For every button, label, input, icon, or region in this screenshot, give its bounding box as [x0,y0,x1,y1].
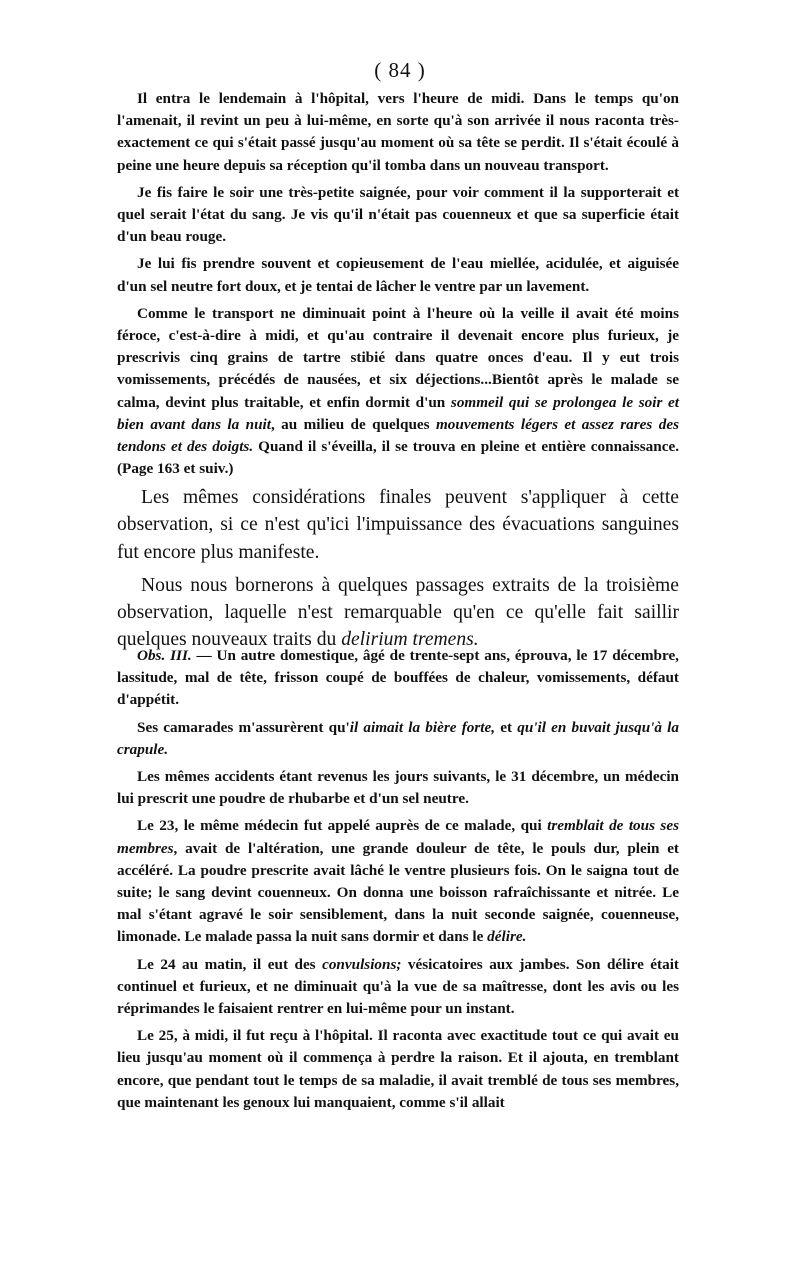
text-run: Le 25, à midi, il fut reçu à l'hôpital. Il raconta avec exactitude tout ce qui avait eu lieu jusqu'au moment où il commença à perdre la raison. Et il ajouta, en tremblant encore, que pendant tout le temps de sa maladie, il avait tremblé de tous ses membres, que maintenant les genoux lui manquaient, comme s'il allait [117,1027,679,1111]
quote-paragraph [117,88,679,177]
italic-text: délire. [487,928,527,946]
italic-text: Obs. III. [137,647,192,664]
text-run: Quand il s'éveilla, il se trouva en pleine et entière connaissance. (Page 163 et suiv.) [117,438,679,478]
commentary-paragraph [117,484,679,566]
page-number: ( 84 ) [374,58,426,82]
quoted-observation [117,88,679,485]
observation-paragraph [117,766,679,810]
text-run: Je fis faire le soir une très-petite saignée, pour voir comment il la supporterait et quel serait l'état du sang. Je vis qu'il n'était pas couenneux et que sa superficie était d'un beau rouge. [117,183,679,246]
text-run: Comme le transport ne diminuait point à l'heure où la veille il avait été moins féroce, c'est-à-dire à midi, et qu'au contraire il devenait encore plus furieux, je prescrivis cinq grains de tartre stibié dans quatre onces d'eau. Il y eut trois vomissements, précédés de nausées, et six déjections...Bientôt après le malade se calma, devint plus traitable, et enfin dormit d'un [117,304,679,411]
commentary-paragraph [117,572,679,654]
observation-paragraph [117,645,679,712]
italic-text: sommeil qui se prolongea le soir et bien avant dans la nuit [117,393,679,433]
text-run: , au milieu de quelques [270,415,436,433]
text-run: — Un autre domestique, âgé de trente-sept ans, éprouva, le 17 décembre, lassitude, mal de tête, frisson coupé de bouffées de chaleur, vomissements, défaut d'appétit. [117,647,679,709]
italic-text: qu'il en buvait jusqu'à la crapule. [117,718,679,758]
text-run: Nous nous bornerons à quelques passages extraits de la troisième observation, laquelle n'est remarquable qu'en ce qu'elle fait saillir quelques nouveaux traits du [117,574,679,651]
observation-paragraph [117,954,679,1021]
quote-paragraph [117,303,679,481]
text-run: vésicatoires aux jambes. Son délire était continuel et furieux, et ne diminuait qu'à la vue de sa maîtresse, dont les avis ou les réprimandes le faisaient rentrer en lui-même pour un instant. [117,955,679,1018]
quote-paragraph [117,253,679,297]
observation-paragraph [117,1025,679,1114]
text-run: , avait de l'altération, une grande douleur de tête, le pouls dur, plein et accéléré. La poudre prescrite avait lâché le ventre plusieurs fois. On le saigna tout de suite; le sang devint couenneux. On donna une boisson rafraîchissante et nitrée. Le mal s'étant agravé le soir sensiblement, dans la nuit seconde saignée, couenneuse, limonade. Le malade passa la nuit sans dormir et dans le [117,839,679,946]
text-run: Les mêmes considérations finales peuvent s'appliquer à cette observation, si ce n'est qu'ici l'impuissance des évacuations sanguines fut encore plus manifeste. [117,487,679,563]
text-run: Il entra le lendemain à l'hôpital, vers l'heure de midi. Dans le temps qu'on l'amenait, il revint un peu à lui-même, en sorte qu'à son arrivée il nous raconta très-exactement ce qui s'était passé jusqu'au moment où sa tête se perdit. Il s'était écoulé à peine une heure depuis sa réception qu'il tomba dans un nouveau transport. [117,90,679,174]
italic-text: convulsions; [322,955,402,973]
italic-text: delirium tremens. [341,629,479,651]
text-run: et [495,718,518,736]
text-run: Ses camarades m'assurèrent qu' [137,718,350,736]
observation-three [117,645,679,1119]
quote-paragraph [117,182,679,249]
italic-text: tremblait de tous ses membres [117,817,679,857]
text-run: Les mêmes accidents étant revenus les jours suivants, le 31 décembre, un médecin lui prescrit une poudre de rhubarbe et d'un sel neutre. [117,768,679,808]
observation-paragraph [117,815,679,948]
commentary [117,484,679,660]
text-run: Le 24 au matin, il eut des [137,955,323,973]
observation-paragraph [117,717,679,761]
text-run: Je lui fis prendre souvent et copieusement de l'eau miellée, acidulée, et aiguisée d'un sel neutre fort doux, et je tentai de lâcher le ventre par un lavement. [117,255,679,295]
text-run: Le 23, le même médecin fut appelé auprès de ce malade, qui [137,817,548,835]
italic-text: mouvements légers et assez rares des tendons et des doigts. [117,415,679,456]
italic-text: il aimait la bière forte, [349,718,496,736]
